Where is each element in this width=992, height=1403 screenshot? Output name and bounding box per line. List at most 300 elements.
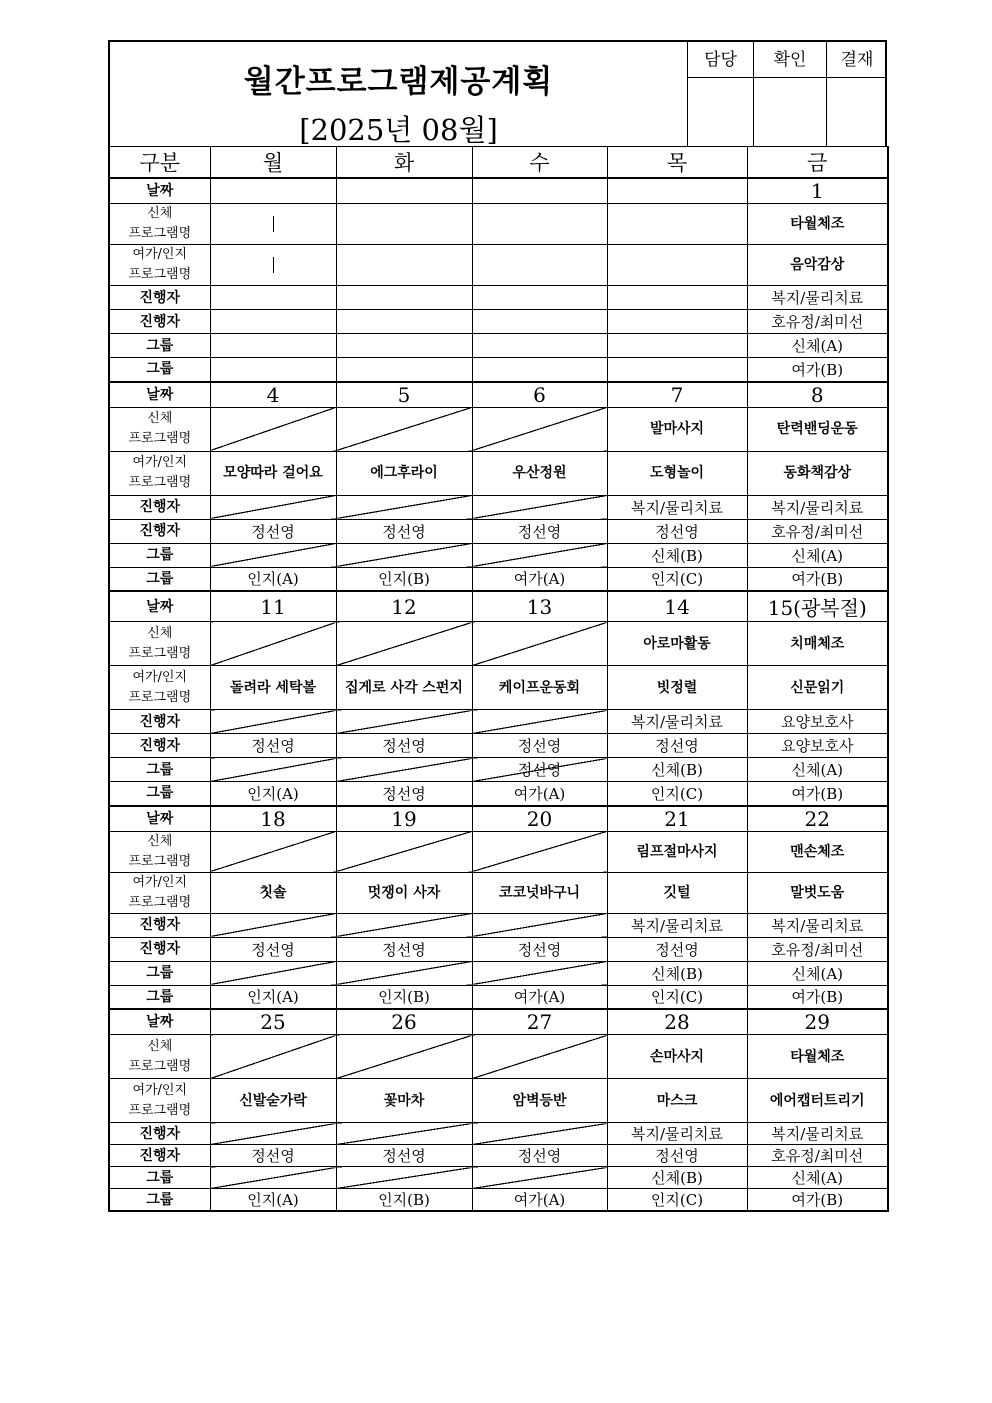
row-label-text: 진행자 bbox=[139, 499, 181, 515]
leader1-text: 복지/물리치료 bbox=[631, 1125, 723, 1143]
row-label-text: 진행자 bbox=[139, 523, 181, 539]
group1-cell bbox=[607, 758, 747, 782]
leisure-text: 모양따라 걸어요 bbox=[223, 465, 323, 481]
leisure-cell bbox=[472, 245, 607, 286]
leader1-text: 복지/물리치료 bbox=[631, 713, 723, 731]
group2-text: 정선영 bbox=[382, 784, 426, 803]
row-label-text: 프로그램명 bbox=[128, 1058, 192, 1074]
body-text: 치매체조 bbox=[790, 635, 845, 652]
group2-text: 인지(B) bbox=[378, 1191, 430, 1209]
approval-label: 확인 bbox=[754, 42, 826, 78]
leader2-text: 정선영 bbox=[655, 940, 699, 959]
body-text: 림프절마사지 bbox=[636, 843, 718, 860]
not-applicable-cell bbox=[472, 1035, 607, 1079]
group2-cell bbox=[607, 782, 747, 806]
body-cell bbox=[747, 407, 888, 451]
row-label bbox=[109, 495, 210, 519]
row-label-text: 신체 bbox=[147, 625, 173, 641]
leisure-cell bbox=[607, 1079, 747, 1123]
leisure-text: 돌려라 세탁볼 bbox=[229, 679, 317, 696]
group2-text: 인지(C) bbox=[650, 1191, 704, 1209]
row-leader2 bbox=[109, 519, 888, 543]
leader1-cell bbox=[747, 1123, 888, 1145]
not-applicable-cell bbox=[210, 1123, 336, 1145]
group1-text: 정선영 bbox=[517, 761, 562, 779]
leisure-text: 에그후라이 bbox=[370, 465, 438, 481]
dates-cell bbox=[607, 591, 747, 622]
not-applicable-cell bbox=[472, 961, 607, 985]
leisure-text: 에어캡터트리기 bbox=[769, 1092, 865, 1109]
row-label bbox=[109, 985, 210, 1009]
group2-text: 여가(B) bbox=[791, 360, 844, 379]
row-body bbox=[109, 204, 888, 245]
group2-cell bbox=[607, 567, 747, 591]
group1-text: 신체(B) bbox=[651, 761, 703, 779]
leisure-text: 음악감상 bbox=[790, 257, 845, 273]
group2-cell bbox=[336, 567, 472, 591]
leisure-text: 도형놀이 bbox=[649, 465, 705, 481]
header-cell: 금 bbox=[747, 147, 888, 179]
body-cell bbox=[336, 204, 472, 245]
row-label-text: 날짜 bbox=[146, 1014, 174, 1030]
row-dates bbox=[109, 1009, 888, 1035]
row-label-text: 그룹 bbox=[146, 361, 174, 378]
row-label-text: 진행자 bbox=[139, 917, 181, 933]
row-label-text: 그룹 bbox=[146, 965, 174, 981]
group1-text: 신체(A) bbox=[791, 1169, 844, 1187]
row-label-text: 여가/인지 bbox=[132, 455, 188, 470]
leader2-text: 정선영 bbox=[655, 522, 699, 541]
leisure-cell bbox=[607, 245, 747, 286]
body-cell bbox=[607, 1035, 747, 1079]
row-body bbox=[109, 1035, 888, 1079]
leader2-cell bbox=[472, 310, 607, 334]
group2-text: 여가(B) bbox=[791, 570, 844, 589]
group2-text: 여가(A) bbox=[513, 1191, 566, 1209]
not-applicable-cell bbox=[336, 622, 472, 666]
row-leader1 bbox=[109, 1123, 888, 1145]
row-label-text: 프로그램명 bbox=[128, 475, 192, 490]
group2-text: 인지(A) bbox=[247, 784, 299, 803]
leisure-cell bbox=[607, 451, 747, 495]
row-leisure bbox=[109, 451, 888, 495]
group1-cell bbox=[607, 961, 747, 985]
dates-cell bbox=[747, 178, 888, 204]
row-label bbox=[109, 286, 210, 310]
leader2-text: 정선영 bbox=[382, 737, 426, 755]
group1-cell bbox=[607, 1167, 747, 1189]
dates-cell bbox=[472, 382, 607, 408]
row-label-text: 진행자 bbox=[139, 713, 181, 730]
dates-text: 12 bbox=[391, 594, 417, 619]
group1-cell bbox=[747, 961, 888, 985]
header-cell: 구분 bbox=[109, 147, 210, 179]
group2-cell bbox=[210, 358, 336, 382]
not-applicable-cell bbox=[210, 710, 336, 734]
not-applicable-cell bbox=[210, 1035, 336, 1079]
row-leader2 bbox=[109, 734, 888, 758]
row-body bbox=[109, 622, 888, 666]
row-label bbox=[109, 937, 210, 961]
row-label-text: 날짜 bbox=[146, 810, 174, 827]
leader1-cell bbox=[747, 286, 888, 310]
leisure-text: 암벽등반 bbox=[512, 1092, 567, 1109]
group1-cell bbox=[747, 334, 888, 358]
dates-cell bbox=[210, 178, 336, 204]
not-applicable-cell bbox=[472, 710, 607, 734]
leader1-cell bbox=[607, 286, 747, 310]
header-cell: 월 bbox=[210, 147, 336, 179]
group2-cell bbox=[747, 1189, 888, 1212]
row-label bbox=[109, 872, 210, 913]
leader2-cell bbox=[210, 937, 336, 961]
dates-text: 13 bbox=[526, 594, 553, 619]
group2-cell bbox=[607, 1189, 747, 1212]
leader1-text: 복지/물리치료 bbox=[631, 916, 723, 935]
not-applicable-cell bbox=[472, 622, 607, 666]
body-text: 손마사지 bbox=[649, 1048, 705, 1065]
not-applicable-cell bbox=[210, 913, 336, 937]
row-label bbox=[109, 622, 210, 666]
leader2-cell bbox=[607, 1145, 747, 1167]
leisure-text: 신문읽기 bbox=[790, 679, 845, 696]
row-label bbox=[109, 358, 210, 382]
dates-cell bbox=[210, 591, 336, 622]
dates-cell bbox=[607, 178, 747, 204]
leisure-text: 빗정렬 bbox=[656, 679, 698, 696]
group1-text: 신체(A) bbox=[791, 546, 844, 565]
leader2-cell bbox=[747, 734, 888, 758]
row-label bbox=[109, 451, 210, 495]
row-label-text: 그룹 bbox=[146, 1191, 174, 1208]
leisure-cell bbox=[336, 1079, 472, 1123]
row-leisure bbox=[109, 245, 888, 286]
leader2-cell bbox=[747, 937, 888, 961]
row-label-text: 날짜 bbox=[146, 183, 174, 199]
leader2-text: 호유정/최미선 bbox=[771, 1147, 864, 1165]
leader1-text: 복지/물리치료 bbox=[631, 498, 723, 517]
leader2-text: 정선영 bbox=[382, 940, 426, 959]
row-leader1 bbox=[109, 495, 888, 519]
group2-text: 여가(B) bbox=[791, 784, 844, 803]
group2-text: 인지(A) bbox=[247, 570, 299, 589]
row-leisure bbox=[109, 1079, 888, 1123]
leader2-cell bbox=[336, 519, 472, 543]
row-label bbox=[109, 334, 210, 358]
group2-cell bbox=[472, 985, 607, 1009]
row-dates bbox=[109, 806, 888, 832]
leisure-text: 깃털 bbox=[663, 884, 691, 901]
group1-text: 신체(B) bbox=[651, 1169, 703, 1187]
leisure-text: 우산정원 bbox=[512, 465, 567, 481]
leisure-cell bbox=[210, 245, 336, 286]
leisure-cell bbox=[210, 451, 336, 495]
group2-text: 인지(C) bbox=[650, 988, 704, 1007]
approval-box bbox=[687, 42, 887, 146]
leader2-cell bbox=[472, 734, 607, 758]
header-cell: 목 bbox=[607, 147, 747, 179]
not-applicable-cell bbox=[210, 622, 336, 666]
group2-cell bbox=[210, 985, 336, 1009]
group2-cell bbox=[336, 358, 472, 382]
not-applicable-cell bbox=[210, 407, 336, 451]
row-label-text: 진행자 bbox=[139, 737, 181, 754]
row-label-text: 프로그램명 bbox=[128, 226, 192, 241]
leader1-cell bbox=[607, 710, 747, 734]
leader2-cell bbox=[472, 937, 607, 961]
row-label bbox=[109, 591, 210, 622]
leader2-text: 정선영 bbox=[251, 737, 295, 755]
dates-cell bbox=[210, 382, 336, 408]
not-applicable-cell bbox=[210, 831, 336, 872]
leader1-cell bbox=[607, 913, 747, 937]
leisure-cell bbox=[472, 451, 607, 495]
group2-cell bbox=[747, 985, 888, 1009]
row-label bbox=[109, 204, 210, 245]
schedule-document bbox=[108, 40, 887, 1212]
dates-cell bbox=[336, 382, 472, 408]
dates-text: 6 bbox=[533, 382, 546, 407]
group2-cell bbox=[747, 567, 888, 591]
group1-text: 신체(B) bbox=[651, 546, 703, 565]
not-applicable-cell bbox=[472, 1123, 607, 1145]
body-cell bbox=[607, 407, 747, 451]
not-applicable-cell bbox=[336, 1167, 472, 1189]
row-label bbox=[109, 913, 210, 937]
body-cell bbox=[747, 831, 888, 872]
not-applicable-cell bbox=[336, 961, 472, 985]
body-cell bbox=[607, 204, 747, 245]
body-cell bbox=[607, 831, 747, 872]
dates-cell bbox=[336, 178, 472, 204]
group2-text: 인지(A) bbox=[247, 988, 299, 1007]
leader1-text: 복지/물리치료 bbox=[771, 1125, 864, 1143]
leisure-cell bbox=[472, 872, 607, 913]
row-label-text: 프로그램명 bbox=[128, 894, 192, 910]
row-group1 bbox=[109, 758, 888, 782]
row-leader2 bbox=[109, 310, 888, 334]
leader2-text: 정선영 bbox=[517, 1147, 562, 1165]
leisure-cell bbox=[747, 1079, 888, 1123]
row-label bbox=[109, 178, 210, 204]
dates-text: 18 bbox=[260, 806, 286, 831]
dates-cell bbox=[472, 178, 607, 204]
dates-cell bbox=[747, 806, 888, 832]
row-label-text: 신체 bbox=[147, 1038, 173, 1054]
row-label bbox=[109, 1123, 210, 1145]
body-cell bbox=[472, 204, 607, 245]
row-label bbox=[109, 758, 210, 782]
dates-text: 11 bbox=[260, 594, 286, 619]
leader2-text: 정선영 bbox=[517, 737, 562, 755]
not-applicable-cell bbox=[336, 1035, 472, 1079]
dates-cell bbox=[747, 591, 888, 622]
group2-text: 여가(A) bbox=[513, 570, 566, 589]
leader2-cell bbox=[210, 519, 336, 543]
title-area bbox=[110, 42, 687, 146]
group2-text: 여가(B) bbox=[791, 988, 844, 1007]
leisure-text: 마스크 bbox=[656, 1092, 698, 1109]
row-label-text: 프로그램명 bbox=[128, 853, 192, 869]
row-leisure bbox=[109, 666, 888, 710]
row-label bbox=[109, 382, 210, 408]
row-label-text: 그룹 bbox=[146, 785, 174, 802]
page-title: 월간프로그램제공계획 bbox=[243, 64, 554, 100]
leader2-text: 정선영 bbox=[251, 1147, 295, 1165]
group1-text: 신체(A) bbox=[791, 337, 844, 355]
row-label bbox=[109, 666, 210, 710]
dates-text: 26 bbox=[391, 1010, 417, 1034]
row-leader2 bbox=[109, 937, 888, 961]
row-label bbox=[109, 407, 210, 451]
leader1-text: 요양보호사 bbox=[781, 713, 854, 731]
dates-cell bbox=[336, 1009, 472, 1035]
body-text: 타월체조 bbox=[790, 216, 845, 232]
dates-text: 4 bbox=[266, 382, 280, 407]
not-applicable-cell bbox=[472, 1167, 607, 1189]
leader1-cell bbox=[607, 495, 747, 519]
group1-cell bbox=[747, 543, 888, 567]
row-label-text: 그룹 bbox=[146, 570, 174, 587]
leader2-cell bbox=[210, 310, 336, 334]
row-label-text: 신체 bbox=[147, 206, 173, 221]
dates-cell bbox=[747, 382, 888, 408]
leisure-cell bbox=[336, 245, 472, 286]
not-applicable-cell bbox=[210, 543, 336, 567]
leisure-cell bbox=[747, 451, 888, 495]
group2-cell bbox=[472, 782, 607, 806]
leader1-cell bbox=[607, 1123, 747, 1145]
row-label-text: 여가/인지 bbox=[132, 669, 188, 685]
row-dates bbox=[109, 178, 888, 204]
leader2-cell bbox=[607, 310, 747, 334]
dates-cell bbox=[607, 382, 747, 408]
group2-cell bbox=[210, 1189, 336, 1212]
group2-cell bbox=[747, 782, 888, 806]
row-leader1 bbox=[109, 710, 888, 734]
group2-text: 여가(A) bbox=[513, 784, 566, 803]
row-label-text: 신체 bbox=[147, 411, 173, 426]
row-label-text: 여가/인지 bbox=[132, 1082, 188, 1098]
group2-cell bbox=[472, 1189, 607, 1212]
leader2-text: 정선영 bbox=[655, 737, 699, 755]
row-label-text: 그룹 bbox=[146, 1169, 174, 1186]
row-label bbox=[109, 710, 210, 734]
leisure-cell bbox=[336, 666, 472, 710]
row-group1 bbox=[109, 961, 888, 985]
leader2-text: 정선영 bbox=[251, 522, 295, 541]
row-label bbox=[109, 245, 210, 286]
header-cell: 수 bbox=[472, 147, 607, 179]
not-applicable-cell bbox=[472, 831, 607, 872]
header-row bbox=[109, 147, 888, 179]
not-applicable-cell bbox=[336, 710, 472, 734]
leader1-cell bbox=[747, 710, 888, 734]
document-header bbox=[108, 40, 887, 146]
dates-cell bbox=[472, 1009, 607, 1035]
leader2-cell bbox=[336, 310, 472, 334]
leader2-cell bbox=[336, 1145, 472, 1167]
dates-text: 21 bbox=[664, 806, 690, 831]
body-cell bbox=[607, 622, 747, 666]
text-cursor-mark bbox=[273, 216, 274, 232]
row-leisure bbox=[109, 872, 888, 913]
text-cursor-mark bbox=[273, 257, 274, 273]
row-label-text: 프로그램명 bbox=[128, 1102, 192, 1118]
group1-cell bbox=[747, 758, 888, 782]
group1-cell bbox=[472, 334, 607, 358]
group2-cell bbox=[210, 782, 336, 806]
group1-cell bbox=[607, 543, 747, 567]
row-dates bbox=[109, 382, 888, 408]
dates-text: 1 bbox=[810, 179, 824, 203]
leader2-cell bbox=[607, 734, 747, 758]
dates-text: 22 bbox=[804, 806, 830, 831]
group2-text: 인지(C) bbox=[650, 570, 704, 589]
group2-text: 인지(A) bbox=[247, 1191, 299, 1209]
row-label bbox=[109, 1189, 210, 1212]
group2-cell bbox=[210, 567, 336, 591]
dates-text: 8 bbox=[810, 382, 824, 407]
dates-text: 7 bbox=[670, 382, 684, 407]
row-label-text: 프로그램명 bbox=[128, 645, 192, 661]
group2-cell bbox=[472, 567, 607, 591]
leader1-cell bbox=[472, 286, 607, 310]
row-body bbox=[109, 407, 888, 451]
header-cell: 화 bbox=[336, 147, 472, 179]
leader2-text: 정선영 bbox=[517, 940, 562, 959]
row-label-text: 진행자 bbox=[139, 1147, 181, 1164]
body-cell bbox=[747, 1035, 888, 1079]
dates-text: 28 bbox=[664, 1010, 690, 1034]
not-applicable-cell bbox=[210, 495, 336, 519]
not-applicable-cell bbox=[336, 543, 472, 567]
leisure-text: 칫솔 bbox=[259, 884, 287, 901]
leader2-text: 정선영 bbox=[382, 1147, 426, 1165]
row-label bbox=[109, 567, 210, 591]
dates-text: 19 bbox=[391, 806, 417, 831]
row-label-text: 그룹 bbox=[146, 761, 174, 778]
approval-column bbox=[753, 42, 826, 146]
dates-text: 15(광복절) bbox=[767, 596, 867, 620]
leisure-cell bbox=[747, 245, 888, 286]
dates-text: 25 bbox=[260, 1010, 286, 1034]
row-label-text: 진행자 bbox=[139, 1125, 181, 1142]
not-applicable-cell bbox=[336, 758, 472, 782]
leader2-text: 요양보호사 bbox=[781, 737, 854, 755]
group2-text: 인지(C) bbox=[650, 784, 704, 803]
group2-cell bbox=[336, 985, 472, 1009]
row-label-text: 그룹 bbox=[146, 547, 174, 563]
row-leader1 bbox=[109, 913, 888, 937]
leisure-text: 멋쟁이 사자 bbox=[367, 884, 441, 901]
not-applicable-cell bbox=[472, 495, 607, 519]
leader1-text: 복지/물리치료 bbox=[771, 289, 864, 307]
group2-cell bbox=[336, 782, 472, 806]
row-leader2 bbox=[109, 1145, 888, 1167]
row-label bbox=[109, 831, 210, 872]
row-label-text: 프로그램명 bbox=[128, 431, 192, 446]
row-group1 bbox=[109, 1167, 888, 1189]
group1-text: 신체(A) bbox=[791, 761, 844, 779]
leisure-cell bbox=[607, 872, 747, 913]
leisure-cell bbox=[210, 872, 336, 913]
group2-cell bbox=[472, 358, 607, 382]
dates-text: 20 bbox=[526, 806, 553, 831]
row-label-text: 진행자 bbox=[139, 289, 181, 306]
row-label-text: 여가/인지 bbox=[132, 874, 188, 890]
approval-column bbox=[826, 42, 887, 146]
